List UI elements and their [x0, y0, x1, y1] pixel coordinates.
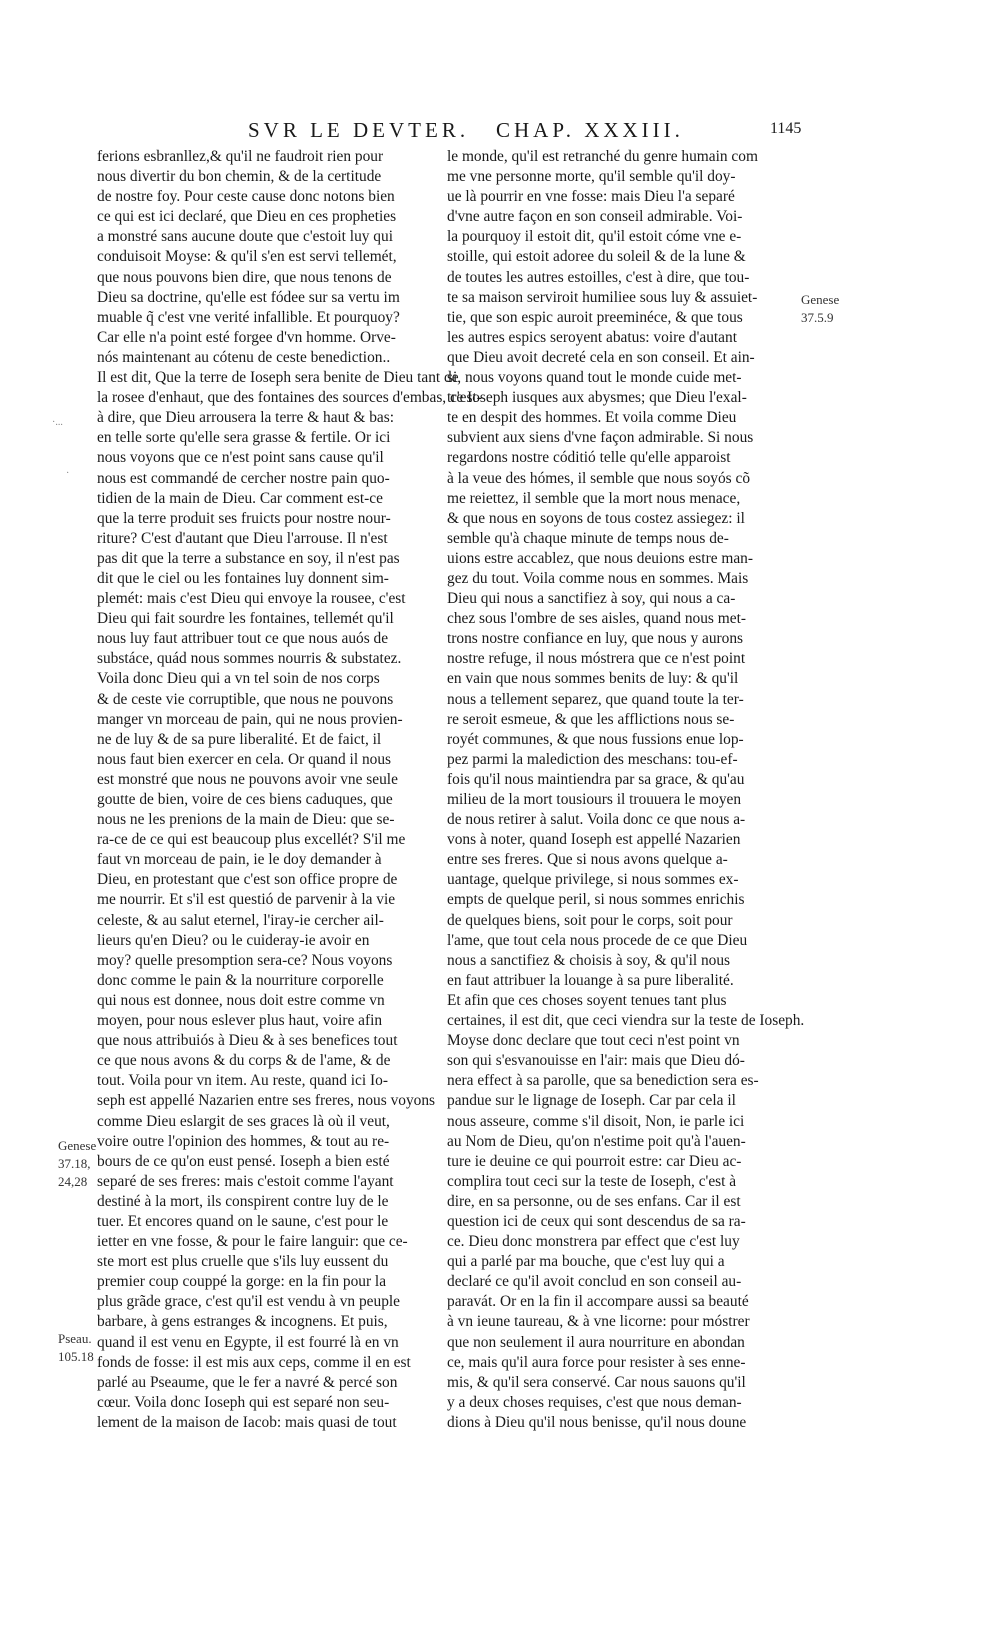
right-column-line: uantage, quelque privilege, si nous sommes ex-	[447, 871, 739, 889]
right-column-line: Et afin que ces choses soyent tenues tant plus	[447, 991, 727, 1009]
margin-note-ref-mid-1: 37.18,	[58, 1156, 91, 1171]
right-column-line: d'vne autre façon en son conseil admirable. Voi-	[447, 208, 743, 226]
left-text-column	[97, 147, 482, 1433]
header-left-title: SVR LE DEVTER.	[248, 118, 470, 142]
right-column-line: l'ame, que tout cela nous procede de ce que Dieu	[447, 931, 748, 949]
left-column-line: nós maintenant au cótenu de ceste benediction..	[97, 348, 391, 366]
left-column-line: seph est appellé Nazarien entre ses freres, nous voyons	[97, 1092, 436, 1110]
right-column-line: que Dieu avoit decreté cela en son conseil. Et ain-	[447, 348, 755, 366]
left-column-line: a monstré sans aucune doute que c'estoit luy qui	[97, 228, 393, 246]
right-column-line: re seroit esmeue, & que les afflictions nous se-	[447, 710, 735, 728]
right-column-line: de nous retirer à salut. Voila donc ce que nous a-	[447, 811, 746, 829]
stray-mark-a: ·...	[52, 417, 63, 428]
right-column-line: au Nom de Dieu, qu'on n'estime poit qu'à l'auen-	[447, 1132, 746, 1150]
right-column-line: en faut attribuer la louange à sa pure liberalité.	[447, 971, 734, 989]
right-column-line: ce. Dieu donc monstrera par effect que c'est luy	[447, 1233, 740, 1251]
right-column-line: ture ie deuine ce qui pourroit estre: car Dieu ac-	[447, 1152, 742, 1170]
right-column-line: nous a sanctifiez & choisis à soy, & qu'il nous	[447, 951, 731, 969]
left-column-line: voire outre l'opinion des hommes, & tout au re-	[97, 1132, 390, 1150]
right-column-line: me reiettez, il semble que la mort nous menace,	[447, 489, 741, 507]
margin-note-genese-mid: Genese	[58, 1138, 97, 1153]
left-column-line: riture? C'est d'autant que Dieu l'arrouse. Il n'est	[97, 529, 388, 547]
right-column-line: Moyse donc declare que tout ceci n'est point vn	[447, 1032, 740, 1050]
right-column-line: ue là pourrir en vne fosse: mais Dieu l'a separé	[447, 188, 735, 206]
right-column-line: dions à Dieu qu'il nous benisse, qu'il nous doune	[447, 1413, 747, 1431]
left-column-line: quand il est venu en Egypte, il est fourré là en vn	[97, 1333, 399, 1351]
left-column-line: Car elle n'a point esté forgee d'vn homme. Orve-	[97, 328, 396, 346]
left-column-line: dit que le ciel ou les fontaines luy donnent sim-	[97, 569, 389, 587]
left-column-line: pas dit que la terre a substance en soy, il n'est pas	[97, 549, 400, 567]
right-column-line: vons à noter, quand Ioseph est appellé Nazarien	[447, 831, 741, 849]
left-column-line: plus grãde grace, c'est qu'il est vendu à vn peuple	[97, 1293, 400, 1311]
left-column-line: Dieu, en protestant que c'est son office propre de	[97, 871, 398, 889]
left-column-line: tidien de la main de Dieu. Car comment est-ce	[97, 489, 383, 507]
right-column-line: trons nostre confiance en luy, que nous y aurons	[447, 630, 744, 648]
left-column-line: plemét: mais c'est Dieu qui envoye la rousee, c'est	[97, 590, 406, 608]
left-column-line: ferions esbranllez,& qu'il ne faudroit rien pour	[97, 148, 384, 165]
right-column-line: subvient aux siens d'vne façon admirable. Si nous	[447, 429, 754, 447]
right-column-line: ce, mais qu'il aura force pour resister à ses enne-	[447, 1353, 746, 1371]
right-column-line: declaré ce qu'il avoit conclud en son conseil au-	[447, 1273, 742, 1291]
right-column-line: mis, & qu'il sera conservé. Car nous sauons qu'il	[447, 1373, 746, 1391]
left-column-line: muable q̃ c'est vne verité infallible. Et pourquoy?	[97, 308, 400, 326]
right-column-line: royét communes, & que nous fussions enue lop-	[447, 730, 744, 748]
left-column-line: comme Dieu eslargit de ses graces là où il veut,	[97, 1112, 390, 1130]
running-header	[248, 118, 802, 142]
right-column-line: & que nous en soyons de tous costez assiegez: il	[447, 509, 745, 527]
right-column-line: Dieu qui nous a sanctifiez à soy, qui nous a ca-	[447, 590, 736, 608]
left-column-line: ste mort est plus cruelle que s'ils luy eussent du	[97, 1253, 389, 1271]
left-column-line: Il est dit, Que la terre de Ioseph sera benite de Dieu tant de	[97, 369, 459, 387]
right-column-line: si, nous voyons quand tout le monde cuide met-	[447, 369, 742, 387]
left-column-line: nous divertir du bon chemin, & de la certitude	[97, 168, 382, 186]
right-column-line: stoille, qui estoit adoree du soleil & de la lune &	[447, 248, 746, 266]
right-column-line: son qui s'esvanouisse en l'air: mais que Dieu dó-	[447, 1052, 745, 1070]
right-column-line: empts de quelque peril, si nous sommes enrichis	[447, 891, 745, 909]
margin-note-genese-top: Genese	[801, 292, 840, 307]
right-column-line: nera effect à sa parolle, que sa benediction sera es-	[447, 1072, 759, 1090]
right-column-line: à vn ieune taureau, & à vne licorne: pour móstrer	[447, 1313, 750, 1331]
left-column-line: est monstré que nous ne pouvons avoir vne seule	[97, 770, 398, 788]
left-column-line: ra-ce de ce qui est beaucoup plus excellét? S'il me	[97, 831, 406, 849]
right-column-line: semble qu'à chaque minute de temps nous de-	[447, 529, 729, 547]
right-column-line: dire, en sa personne, ou de ses enfans. Car il est	[447, 1192, 741, 1210]
right-column-line: y a deux choses requises, c'est que nous deman-	[447, 1393, 742, 1411]
stray-mark-b: ·	[66, 468, 70, 479]
right-column-line: chez sous l'ombre de ses aisles, quand nous met-	[447, 610, 746, 628]
right-column-line: qui a parlé par ma bouche, que c'est luy qui a	[447, 1253, 725, 1271]
left-column-line: conduisoit Moyse: & qu'il s'en est servi tellemét,	[97, 248, 397, 266]
right-column-line: nostre refuge, il nous móstrera que ce n'est point	[447, 650, 746, 668]
left-column-line: nous voyons que ce n'est point sans cause qu'il	[97, 449, 384, 467]
left-column-line: en telle sorte qu'elle sera grasse & fertile. Or ici	[97, 429, 391, 447]
left-column-line: cœur. Voila donc Ioseph qui est separé non seu-	[97, 1393, 390, 1411]
left-column-line: barbare, à gens estranges & incognens. Et puis,	[97, 1313, 388, 1331]
left-column-line: lieurs qu'en Dieu? ou le cuideray-ie avoir en	[97, 931, 370, 949]
left-column-line: Voila donc Dieu qui a vn tel soin de nos corps	[97, 670, 380, 688]
left-column-line: fonds de fosse: il est mis aux ceps, comme il en est	[97, 1353, 411, 1371]
right-column-line: question ici de ceux qui sont descendus de sa ra-	[447, 1212, 746, 1230]
margin-note-ref-mid-2: 24,28	[58, 1174, 88, 1189]
left-column-line: separé de ses freres: mais c'estoit comme l'ayant	[97, 1172, 394, 1190]
left-column-line: nous est commandé de cercher nostre pain quo-	[97, 469, 390, 487]
left-column-line: destiné à la mort, ils conspirent contre luy de le	[97, 1192, 389, 1210]
header-right-title: CHAP. XXXIII.	[496, 118, 684, 142]
left-column-line: substáce, quád nous sommes nourris & substatez.	[97, 650, 402, 668]
right-column-line: te en despit des hommes. Et voila comme Dieu	[447, 409, 737, 427]
right-text-column	[447, 147, 805, 1433]
right-column-line: gez du tout. Voila comme nous en sommes. Mais	[447, 569, 749, 587]
left-column-line: faut vn morceau de pain, ie le doy demander à	[97, 851, 382, 869]
left-column-line: lement de la maison de Iacob: mais quasi de tout	[97, 1413, 397, 1431]
right-column-line: uions estre accablez, que nous deuions estre man-	[447, 549, 753, 567]
left-column-line: ietter en vne fosse, & pour le faire languir: que ce-	[97, 1233, 408, 1251]
right-column-line: tie, que son espic auroit preeminéce, & que tous	[447, 308, 743, 326]
right-column-line: de toutes les autres estoilles, c'est à dire, que tou-	[447, 268, 750, 286]
left-column-line: goutte de bien, voire de ces biens caduques, que	[97, 791, 393, 808]
margin-note-ref-bottom: 105.18	[58, 1349, 94, 1364]
left-column-line: de nostre foy. Pour ceste cause donc notons bien	[97, 188, 395, 206]
right-column-line: regardons nostre códitió telle qu'elle apparoist	[447, 449, 731, 467]
left-column-line: parlé au Pseaume, que le fer a navré & percé son	[97, 1373, 398, 1391]
left-column-line: ce qui est ici declaré, que Dieu en ces propheties	[97, 208, 397, 226]
right-column-line: milieu de la mort tousiours il trouuera le moyen	[447, 791, 742, 808]
right-column-line: en vain que nous sommes benits de luy: & qu'il	[447, 670, 739, 688]
right-column-line: la pourquoy il estoit dit, qu'il estoit cóme vne e-	[447, 228, 742, 246]
left-column-line: que la terre produit ses fruicts pour nostre nour-	[97, 509, 391, 527]
left-column-line: tuer. Et encores quand on le saune, c'est pour le	[97, 1212, 389, 1230]
left-column-line: & de ceste vie corruptible, que nous ne pouvons	[97, 690, 394, 708]
page-number: 1145	[770, 120, 802, 137]
left-column-line: que nous attribuiós à Dieu & à ses benefices tout	[97, 1032, 398, 1050]
right-column-line: paravát. Or en la fin il accompare aussi sa beauté	[447, 1293, 749, 1311]
left-column-line: me nourrir. Et s'il est questió de parvenir à la vie	[97, 891, 396, 909]
left-column-line: donc comme le pain & la nourriture corporelle	[97, 971, 384, 989]
right-column-line: complira tout ceci sur la teste de Ioseph, c'est à	[447, 1172, 737, 1190]
left-column-line: qui nous est donnee, nous doit estre comme vn	[97, 991, 385, 1009]
right-column-line: de quelques biens, soit pour le corps, soit pour	[447, 911, 733, 929]
right-column-line: pandue sur le lignage de Ioseph. Car par cela il	[447, 1092, 736, 1110]
right-column-line: fois qu'il nous maintiendra par sa grace, & qu'au	[447, 770, 745, 788]
left-column-line: celeste, & au salut eternel, l'iray-ie cercher ail-	[97, 911, 384, 929]
left-column-line: la rosee d'enhaut, que des fontaines des sources d'embas, c'est-	[97, 389, 482, 407]
margin-note-ref-top: 37.5.9	[801, 310, 834, 325]
left-column-line: Dieu sa doctrine, qu'elle est fódee sur sa vertu im	[97, 288, 400, 306]
right-column-line: nous asseure, comme s'il disoit, Non, ie parle ici	[447, 1112, 745, 1130]
left-column-line: à dire, que Dieu arrousera la terre & haut & bas:	[97, 409, 394, 427]
right-column-line: à la veue des hómes, il semble que nous soyós cõ	[447, 469, 751, 487]
right-column-line: que non seulement il aura nourriture en abondan	[447, 1333, 745, 1351]
right-column-line: entre ses freres. Que si nous avons quelque a-	[447, 851, 728, 869]
left-column-line: moy? quelle presomption sera-ce? Nous voyons	[97, 951, 393, 969]
right-column-line: pez parmi la malediction des meschans: tou-ef-	[447, 750, 738, 768]
left-column-line: que nous pouvons bien dire, que nous tenons de	[97, 268, 392, 286]
left-column-line: ne de luy & de sa pure liberalité. Et de faict, il	[97, 730, 382, 748]
left-column-line: manger vn morceau de pain, qui ne nous provien-	[97, 710, 403, 728]
right-column-line: te sa maison serviroit humiliee sous luy & assuiet-	[447, 288, 758, 306]
left-column-line: premier coup couppé la gorge: en la fin pour la	[97, 1273, 387, 1291]
right-column-line: me vne personne morte, qu'il semble qu'il doy-	[447, 168, 736, 186]
left-column-line: nous ne les prenions de la main de Dieu: que se-	[97, 811, 395, 829]
right-column-line: nous a tellement separez, que quand toute la ter-	[447, 690, 744, 708]
left-column-line: moyen, pour nous eslever plus haut, voire afin	[97, 1012, 383, 1030]
right-column-line: certaines, il est dit, que ceci viendra sur la teste de Ioseph.	[447, 1012, 805, 1030]
right-column-line: tre Ioseph iusques aux abysmes; que Dieu l'exal-	[447, 389, 747, 407]
margin-note-pseau: Pseau.	[58, 1331, 92, 1346]
left-column-line: Dieu qui fait sourdre les fontaines, tellemét qu'il	[97, 610, 394, 628]
left-column-line: tout. Voila pour vn item. Au reste, quand ici Io-	[97, 1072, 388, 1090]
right-column-line: le monde, qu'il est retranché du genre humain com	[447, 148, 758, 165]
right-column-line: les autres espics seroyent abatus: voire d'autant	[447, 328, 737, 346]
left-column-line: bours de ce qu'on eust pensé. Ioseph a bien esté	[97, 1152, 390, 1170]
left-column-line: ce que nous avons & du corps & de l'ame, & de	[97, 1052, 391, 1070]
left-column-line: nous faut bien exercer en cela. Or quand il nous	[97, 750, 392, 768]
left-column-line: nous luy faut attribuer tout ce que nous auós de	[97, 630, 389, 648]
